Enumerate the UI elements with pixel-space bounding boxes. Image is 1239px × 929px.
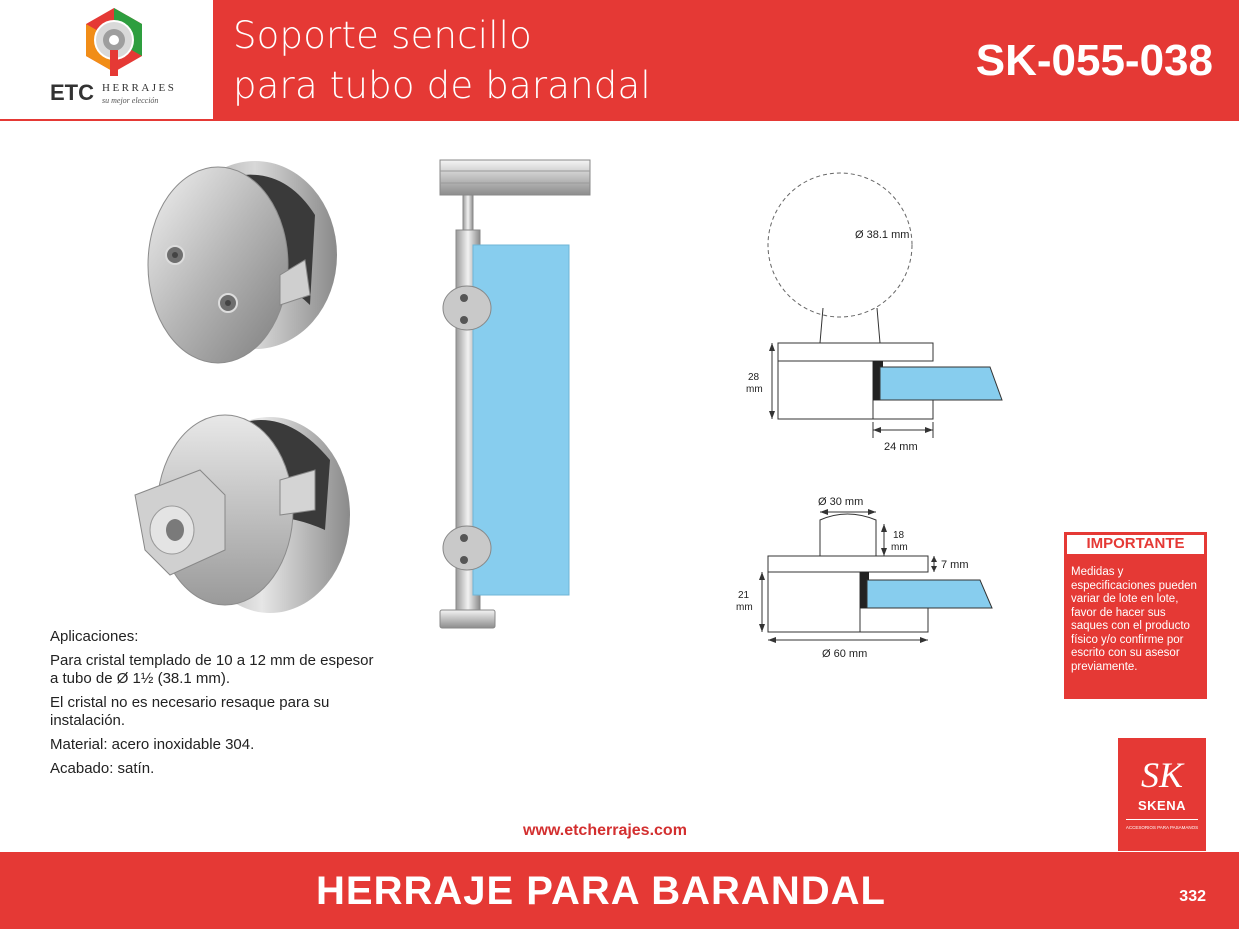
installation-diagram	[430, 155, 600, 635]
neck-height-value: 18	[893, 530, 905, 541]
body-height-unit: mm	[736, 602, 753, 613]
technical-drawing-side	[740, 160, 1020, 460]
description-line: Material: acero inoxidable 304.	[50, 736, 255, 753]
page-footer	[0, 852, 1239, 929]
product-photo-angle	[130, 400, 355, 620]
description-line: Para cristal templado de 10 a 12 mm de espesor a tubo de Ø 1½ (38.1 mm).	[50, 652, 374, 687]
height-unit: mm	[746, 384, 763, 395]
footer-title: HERRAJE PARA BARANDAL	[316, 869, 886, 913]
skena-logo	[1118, 738, 1206, 851]
description-line: El cristal no es necesario resaque para su instalación.	[50, 694, 330, 729]
description-line: Acabado: satín.	[50, 760, 155, 777]
product-title-line-1: Soporte sencillo	[233, 14, 533, 57]
logo-tagline: su mejor elección	[102, 96, 159, 105]
important-notice	[1064, 532, 1207, 699]
body-height-value: 21	[738, 590, 750, 601]
header-divider	[0, 119, 1239, 121]
logo	[0, 0, 213, 121]
product-title-line-2: para tubo de barandal	[233, 64, 651, 107]
page-header	[0, 0, 1239, 121]
body-diameter-label: Ø 60 mm	[822, 648, 868, 660]
logo-brand: ETC	[50, 80, 94, 105]
slot-label: 7 mm	[941, 559, 969, 571]
skena-name: SKENA	[1137, 798, 1186, 813]
technical-drawing-front	[730, 490, 1020, 665]
height-value: 28	[748, 372, 760, 383]
product-description	[50, 628, 380, 784]
neck-height-unit: mm	[891, 542, 908, 553]
product-photo-front	[140, 155, 340, 370]
depth-label: 24 mm	[884, 441, 918, 453]
skena-subtitle: ACCESORIOS PARA PASAMANOS	[1125, 825, 1199, 830]
logo-name: HERRAJES	[102, 82, 177, 94]
tube-diameter-label: Ø 38.1 mm	[855, 229, 910, 241]
important-text: Medidas y especificaciones pueden variar de lote en lote, favor de hacer sus saques con el producto físico y/o confirme por escrito con su asesor previamente.	[1071, 566, 1197, 673]
page-number: 332	[1179, 888, 1206, 905]
neck-diameter-label: Ø 30 mm	[818, 496, 864, 508]
website-link[interactable]: www.etcherrajes.com	[523, 822, 687, 839]
etc-logo-icon	[82, 6, 146, 82]
skena-divider	[1126, 819, 1198, 820]
applications-heading: Aplicaciones:	[50, 628, 139, 645]
product-sku: SK-055-038	[975, 36, 1213, 85]
important-title: IMPORTANTE	[1086, 535, 1185, 552]
skena-mark: SK	[1140, 755, 1183, 795]
